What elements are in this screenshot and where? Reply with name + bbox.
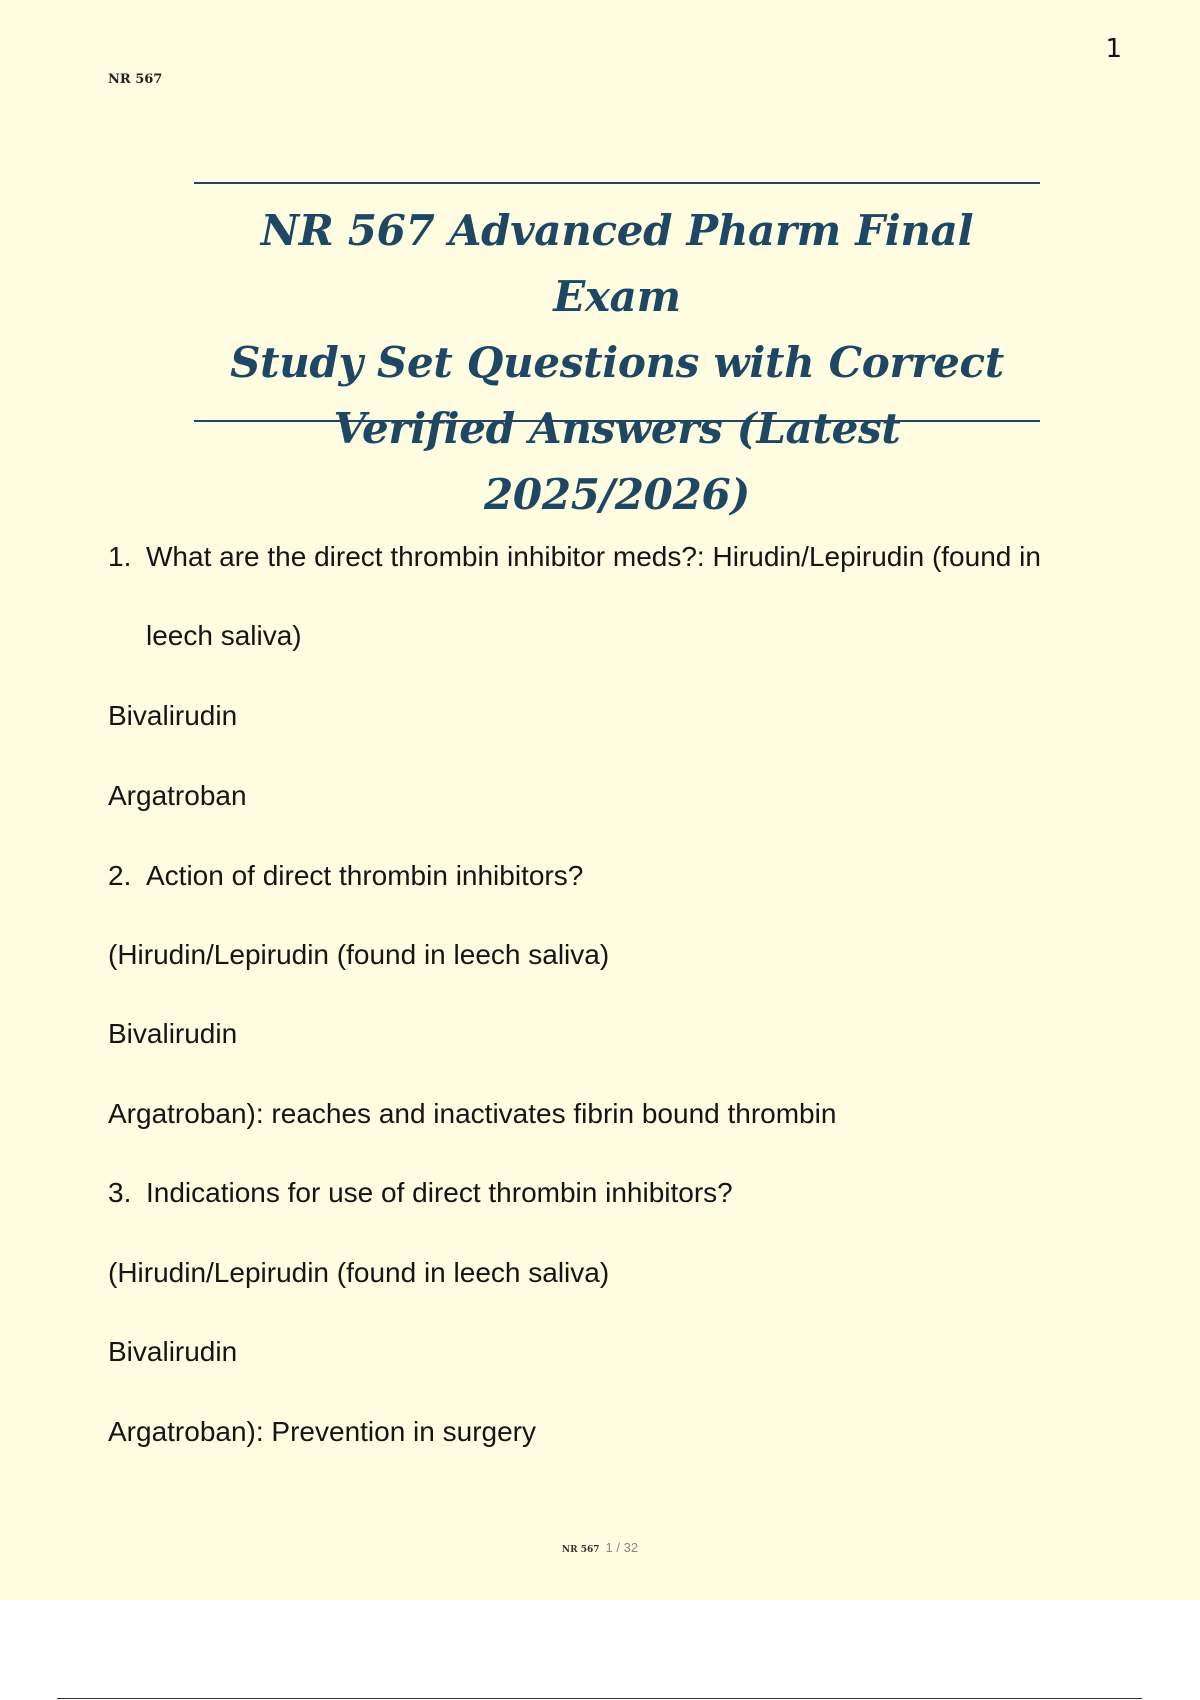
footer-tag: NR 567	[561, 1545, 600, 1555]
answer-line: Bivalirudin	[108, 1018, 238, 1049]
question-text-continued: leech saliva)	[146, 620, 302, 651]
answer-line: Argatroban	[108, 780, 247, 811]
page-number: 1	[1105, 34, 1122, 64]
answer-line: Bivalirudin	[108, 700, 238, 731]
title-bottom-rule	[194, 420, 1040, 422]
question-text: Indications for use of direct thrombin inhibitors?	[146, 1177, 733, 1208]
page-counter: 1 / 32	[605, 1540, 639, 1555]
title-line: NR 567 Advanced Pharm Final Exam	[260, 206, 974, 321]
answer-line: Argatroban): Prevention in surgery	[108, 1416, 536, 1447]
question-text: What are the direct thrombin inhibitor meds?: Hirudin/Lepirudin (found in	[146, 541, 1041, 572]
question-text: Action of direct thrombin inhibitors?	[146, 860, 584, 891]
title-line: Verified Answers (Latest 2025/2026)	[333, 404, 901, 519]
question-number: 3.	[108, 1177, 132, 1208]
bottom-divider	[57, 1698, 1142, 1699]
page-footer	[0, 1540, 1200, 1555]
document-title	[194, 198, 1040, 528]
answer-line: (Hirudin/Lepirudin (found in leech saliva)	[108, 1257, 610, 1288]
title-line: Study Set Questions with Correct	[230, 338, 1004, 387]
question-number: 2.	[108, 860, 132, 891]
answer-line: (Hirudin/Lepirudin (found in leech saliva)	[108, 939, 610, 970]
answer-line: Argatroban): reaches and inactivates fibrin bound thrombin	[108, 1098, 837, 1129]
answer-line: Bivalirudin	[108, 1336, 238, 1367]
title-top-rule	[194, 182, 1040, 184]
question-number: 1.	[108, 541, 132, 572]
running-header: NR 567	[108, 72, 163, 87]
